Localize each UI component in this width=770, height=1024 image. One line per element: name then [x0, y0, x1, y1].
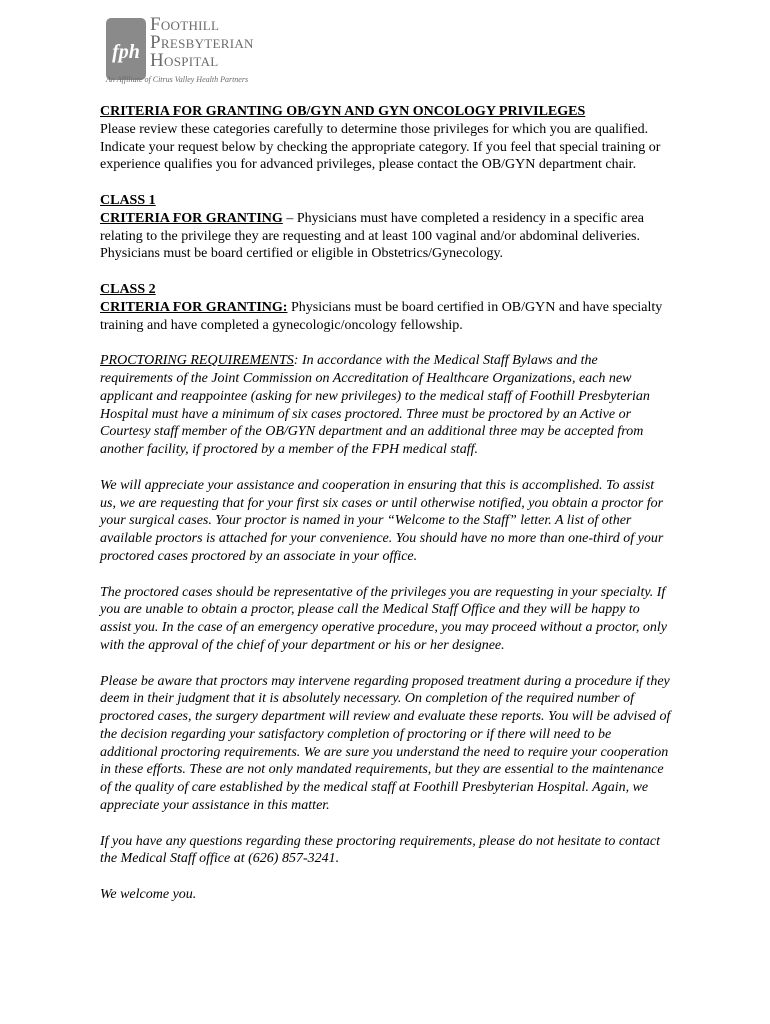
hospital-name-line: Hospital	[150, 50, 219, 71]
document-body	[100, 103, 672, 922]
hospital-name-line: Foothill	[150, 14, 220, 35]
logo-tagline: An Affiliate of Citrus Valley Health Partners	[106, 75, 249, 84]
appreciate-paragraph: We will appreciate your assistance and cooperation in ensuring that this is accomplished. To assist us, we are requesting that for your first six cases or until otherwise notified, you obtain a proctor for your surgical cases. Your proctor is named in your “Welcome to the Staff” letter. A list of other available proctors is attached for your convenience. You should have no more than one-third of your proctored cases proctored by an associate in your office.	[100, 477, 664, 564]
hospital-name	[150, 16, 254, 70]
intro-paragraph: Please review these categories carefully to determine those privileges for which you are qualified. Indicate your request below by checking the appropriate category. If you feel that special training or experience qualifies you for advanced privileges, please contact the OB/GYN department chair.	[100, 121, 661, 173]
fph-monogram-logo	[106, 18, 146, 80]
class1-heading: CLASS 1	[100, 192, 156, 208]
class1-criteria-text: – Physicians must have completed a residency in a specific area relating to the privilege they are requesting and at least 100 vaginal and/or abdominal deliveries. Physicians must be board certified or eligible in Obstetrics/Gynecology.	[100, 210, 644, 262]
class2-criteria-label: CRITERIA FOR GRANTING:	[100, 299, 288, 315]
closing-line: We welcome you.	[100, 887, 197, 903]
class2-criteria	[100, 299, 672, 335]
proctoring-label: PROCTORING REQUIREMENTS	[100, 353, 294, 369]
representative-paragraph: The proctored cases should be representative of the privileges you are requesting in your specialty. If you are unable to obtain a proctor, please call the Medical Staff Office and they will be happy to assist you. In the case of an emergency operative procedure, you may proceed without a proctor, only with the approval of the chief of your department or his or her designee.	[100, 584, 667, 653]
class1-criteria-label: CRITERIA FOR GRANTING	[100, 210, 283, 226]
proctoring-paragraph	[100, 352, 672, 459]
class2-heading: CLASS 2	[100, 281, 156, 297]
class1-criteria	[100, 210, 672, 263]
proctoring-text: : In accordance with the Medical Staff Bylaws and the requirements of the Joint Commission on Accreditation of Healthcare Organizations, each new applicant and reappointee (asking for new privileges) to the medical staff of Foothill Presbyterian Hospital must have a minimum of six cases proctored. Three must be proctored by an Active or Courtesy staff member of the OB/GYN department and an additional three may be accepted from another facility, if proctored by a member of the FPH medical staff.	[100, 353, 650, 458]
questions-paragraph: If you have any questions regarding these proctoring requirements, please do not hesitate to contact the Medical Staff office at (626) 857-3241.	[100, 833, 661, 867]
class2-criteria-text: Physicians must be board certified in OB/GYN and have specialty training and have completed a gynecologic/oncology fellowship.	[100, 299, 663, 333]
hospital-name-line: Presbyterian	[150, 32, 254, 53]
hospital-logo	[106, 16, 266, 88]
aware-paragraph: Please be aware that proctors may intervene regarding proposed treatment during a procedure if they deem in their judgment that it is absolutely necessary. On completion of the required number of proctored cases, the surgery department will review and evaluate these reports. You will be advised of the decision regarding your satisfactory completion of proctoring or if there will need to be additional proctoring requirements. We are sure you understand the need to require your cooperation in these efforts. These are not only mandated requirements, but they are essential to the maintenance of the quality of care established by the medical staff at Foothill Presbyterian Hospital. Again, we appreciate your assistance in this matter.	[100, 673, 671, 814]
svg-text:fph: fph	[112, 41, 140, 63]
document-title: CRITERIA FOR GRANTING OB/GYN AND GYN ONCOLOGY PRIVILEGES	[100, 104, 586, 119]
